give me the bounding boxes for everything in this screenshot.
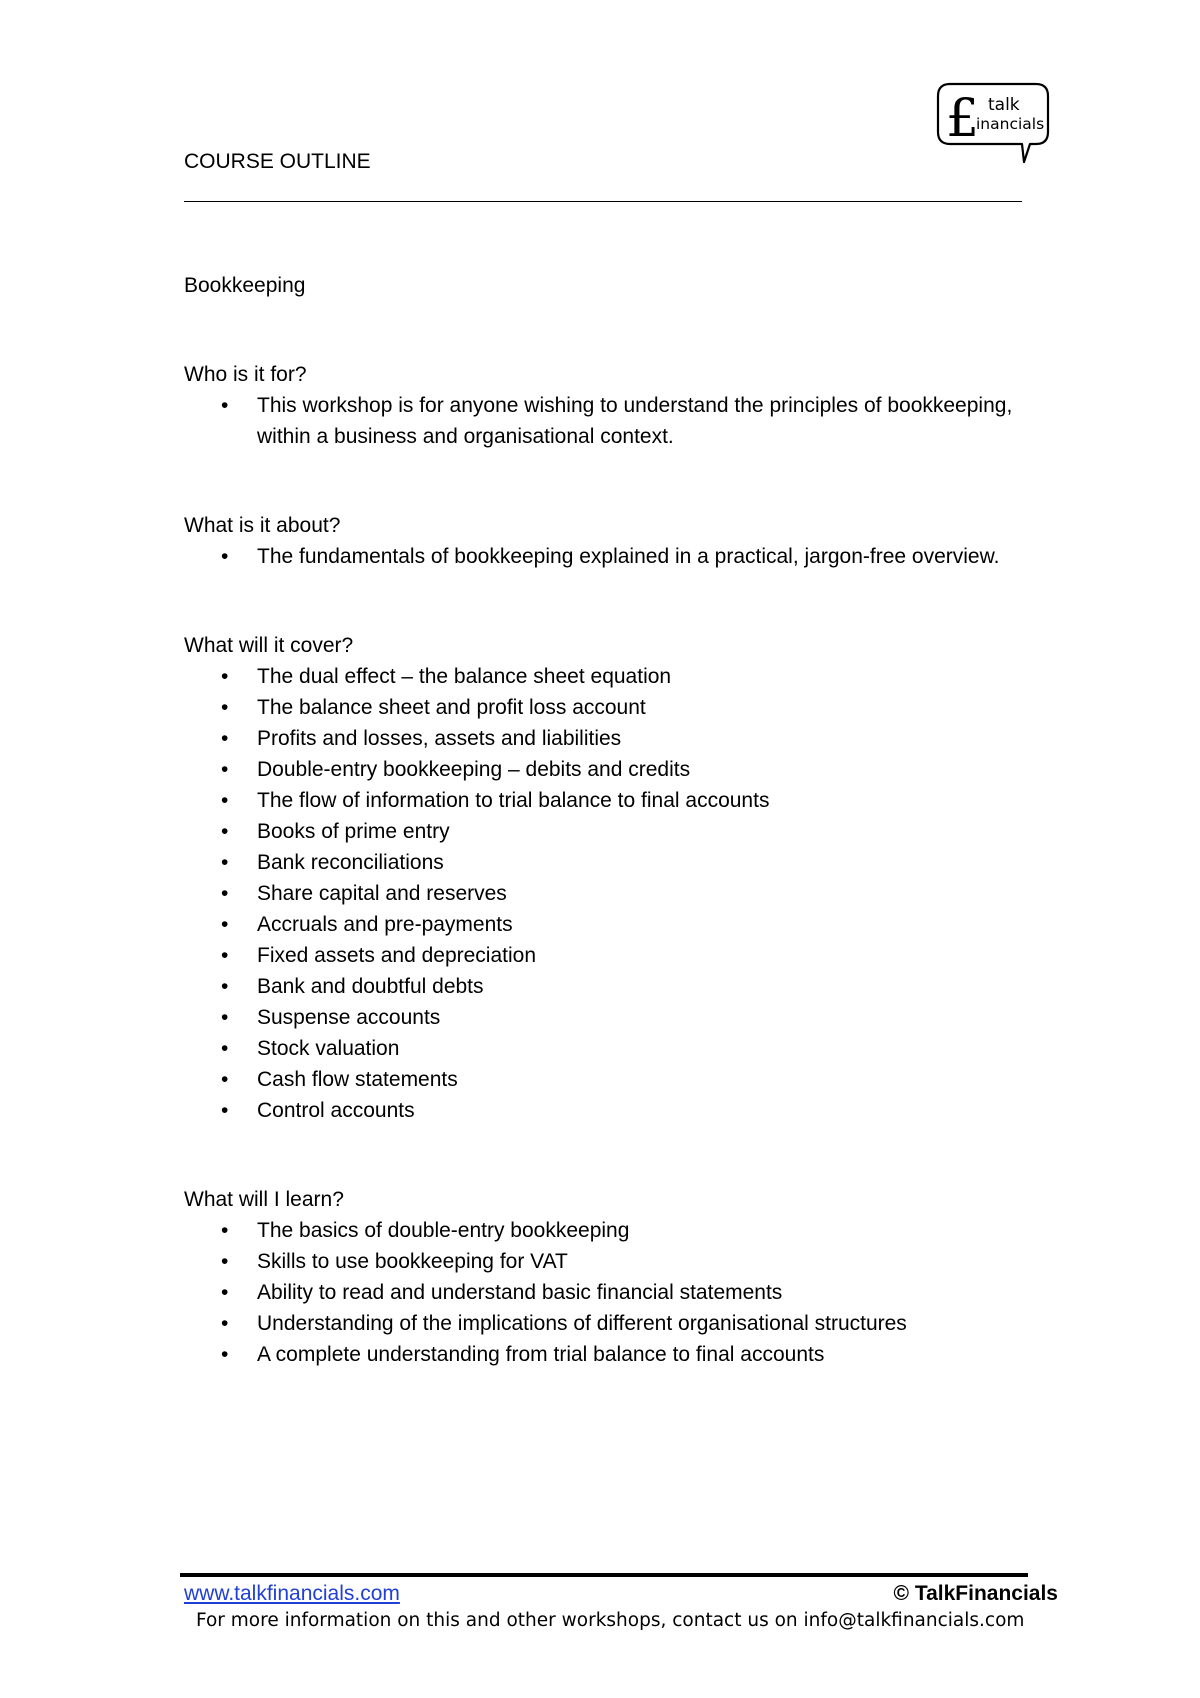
list-item <box>184 971 1024 1002</box>
contact-info: For more information on this and other workshops, contact us on info@talkfinancials.com <box>196 1610 1025 1631</box>
logo-text-financials: inancials <box>976 115 1045 133</box>
section-heading: What will it cover? <box>184 634 354 657</box>
bullet-list <box>184 1215 1024 1370</box>
list-item-text: A complete understanding from trial balance to final accounts <box>257 1343 825 1366</box>
list-item <box>184 909 1024 940</box>
bullet-list <box>184 661 1024 1126</box>
list-item <box>184 940 1024 971</box>
list-item-text: Bank and doubtful debts <box>257 975 484 998</box>
bullet-icon: • <box>221 1250 229 1273</box>
list-item <box>184 1215 1024 1246</box>
list-item-text: Suspense accounts <box>257 1006 441 1029</box>
list-item-text: Accruals and pre-payments <box>257 913 513 936</box>
list-item-text: Double-entry bookkeeping – debits and credits <box>257 758 691 781</box>
list-item-text: Share capital and reserves <box>257 882 507 905</box>
section-heading: Who is it for? <box>184 363 307 386</box>
list-item <box>184 692 1024 723</box>
list-item-text: The fundamentals of bookkeeping explained in a practical, jargon-free overview. <box>257 545 1000 568</box>
course-content <box>184 270 1024 1370</box>
course-name: Bookkeeping <box>184 274 306 297</box>
page-title: COURSE OUTLINE <box>184 150 371 173</box>
list-item <box>184 816 1024 847</box>
list-item-text: Stock valuation <box>257 1037 400 1060</box>
bullet-icon: • <box>221 665 229 688</box>
bullet-icon: • <box>221 944 229 967</box>
list-item <box>184 1033 1024 1064</box>
bullet-icon: • <box>221 1068 229 1091</box>
bullet-icon: • <box>221 758 229 781</box>
list-item-text: Understanding of the implications of different organisational structures <box>257 1312 907 1335</box>
bullet-icon: • <box>221 696 229 719</box>
logo-text-talk: talk <box>988 95 1020 115</box>
section-learn <box>184 1184 1024 1370</box>
bullet-icon: • <box>221 882 229 905</box>
list-item <box>184 541 1024 572</box>
list-item-text: Cash flow statements <box>257 1068 458 1091</box>
logo-pound-symbol: £ <box>946 89 980 149</box>
list-item-text: Profits and losses, assets and liabilities <box>257 727 622 750</box>
bullet-icon: • <box>221 1037 229 1060</box>
bullet-icon: • <box>221 394 229 417</box>
list-item <box>184 1246 1024 1277</box>
bullet-icon: • <box>221 1099 229 1122</box>
section-about <box>184 510 1024 572</box>
website-link[interactable]: www.talkfinancials.com <box>184 1582 400 1605</box>
bullet-list <box>184 390 1024 452</box>
footer-divider <box>180 1573 1028 1577</box>
list-item <box>184 1064 1024 1095</box>
list-item <box>184 723 1024 754</box>
bullet-icon: • <box>221 1281 229 1304</box>
bullet-icon: • <box>221 1343 229 1366</box>
bullet-icon: • <box>221 545 229 568</box>
list-item <box>184 1095 1024 1126</box>
list-item-text: Bank reconciliations <box>257 851 444 874</box>
list-item-text: Ability to read and understand basic financial statements <box>257 1281 783 1304</box>
list-item <box>184 1308 1024 1339</box>
section-cover <box>184 630 1024 1126</box>
bullet-icon: • <box>221 789 229 812</box>
list-item-text: Skills to use bookkeeping for VAT <box>257 1250 568 1273</box>
section-heading: What is it about? <box>184 514 341 537</box>
bullet-icon: • <box>221 1219 229 1242</box>
bullet-icon: • <box>221 975 229 998</box>
list-item-text: Books of prime entry <box>257 820 450 843</box>
list-item <box>184 390 1024 452</box>
list-item <box>184 661 1024 692</box>
section-heading: What will I learn? <box>184 1188 344 1211</box>
list-item-text: Control accounts <box>257 1099 415 1122</box>
talkfinancials-logo-icon <box>936 80 1056 166</box>
copyright-notice: © TalkFinancials <box>893 1582 1058 1605</box>
list-item-text: The basics of double-entry bookkeeping <box>257 1219 630 1242</box>
list-item <box>184 1339 1024 1370</box>
bullet-icon: • <box>221 913 229 936</box>
list-item-text: This workshop is for anyone wishing to understand the principles of bookkeeping, within a business and organisational context. <box>257 394 1013 448</box>
bullet-list <box>184 541 1024 572</box>
list-item <box>184 1002 1024 1033</box>
list-item-text: Fixed assets and depreciation <box>257 944 536 967</box>
list-item-text: The balance sheet and profit loss account <box>257 696 646 719</box>
list-item <box>184 878 1024 909</box>
list-item <box>184 847 1024 878</box>
bullet-icon: • <box>221 1312 229 1335</box>
bullet-icon: • <box>221 851 229 874</box>
bullet-icon: • <box>221 727 229 750</box>
header-divider <box>184 201 1022 202</box>
list-item-text: The dual effect – the balance sheet equation <box>257 665 672 688</box>
bullet-icon: • <box>221 1006 229 1029</box>
section-who <box>184 359 1024 452</box>
list-item <box>184 754 1024 785</box>
list-item <box>184 1277 1024 1308</box>
bullet-icon: • <box>221 820 229 843</box>
list-item <box>184 785 1024 816</box>
list-item-text: The flow of information to trial balance to final accounts <box>257 789 770 812</box>
